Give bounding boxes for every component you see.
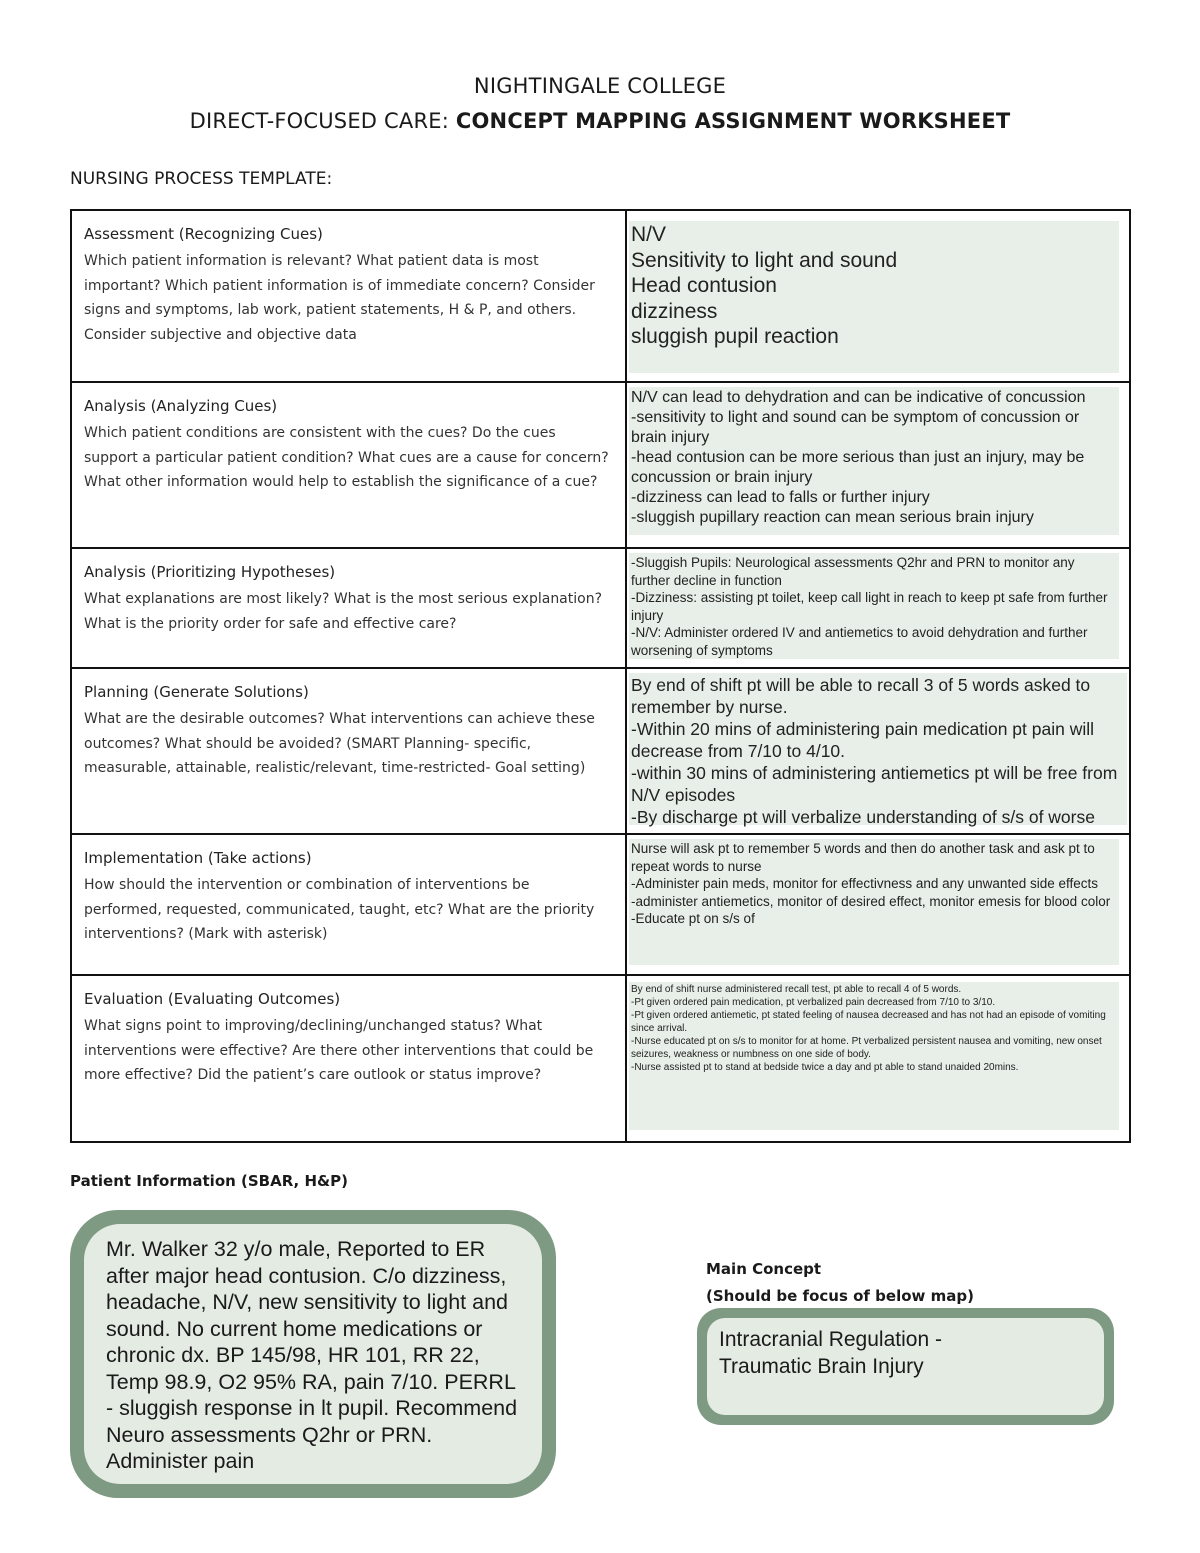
college-title: NIGHTINGALE COLLEGE (473, 74, 727, 98)
patient-info-text[interactable]: Mr. Walker 32 y/o male, Reported to ER after major head contusion. C/o dizziness, headache, N/V, new sensitivity to light and sound. No current home medications or chronic dx. BP 145/98, HR 101, RR 22, Temp 98.9, O2 95% RA, pain 7/10. PERRL - sluggish response in lt pupil. Recommend Neuro assessments Q2hr or PRN. Administer pain (106, 1237, 518, 1473)
answer-text[interactable]: By end of shift pt will be able to recall 3 of 5 words asked to remember by nurse. -Within 20 mins of administering pain medication pt pain will decrease from 7/10 to 4/10. -within 30 mins of administering antiemetics pt will be free from N/V episodes -By discharge pt will verbalize understanding of s/s of worse (629, 673, 1127, 825)
answer-text[interactable]: N/V can lead to dehydration and can be indicative of concussion -sensitivity to light and sound can be symptom of concussion or brain injury -head contusion can be more serious than just an injury, may be concussion or brain injury -dizziness can lead to falls or further injury -sluggish pupillary reaction can mean serious brain injury (629, 387, 1119, 535)
row-title: Evaluation (Evaluating Outcomes) (84, 990, 341, 1008)
main-concept-label (706, 1256, 974, 1310)
row-prompt: What signs point to improving/declining/unchanged status? What interventions were effective? Are there other interventions that could be more effective? Did the patient’s care outlook or status improve? (84, 1018, 594, 1083)
nursing-process-table (70, 209, 1131, 1143)
table-row (71, 834, 1130, 975)
row-prompt: Which patient conditions are consistent with the cues? Do the cues support a particular patient condition? What cues are a cause for concern? What other information would help to establish the significance of a cue? (84, 425, 609, 490)
table-row (71, 975, 1130, 1142)
template-label: NURSING PROCESS TEMPLATE: (70, 169, 333, 189)
table-row (71, 382, 1130, 548)
row-title: Analysis (Analyzing Cues) (84, 397, 278, 415)
answer-text[interactable]: -Sluggish Pupils: Neurological assessments Q2hr and PRN to monitor any further decline in function -Dizziness: assisting pt toilet, keep call light in reach to keep pt safe from further injury -N/V: Administer ordered IV and antiemetics to avoid dehydration and further worsening of symptoms (629, 553, 1119, 659)
row-question (71, 548, 626, 668)
main-concept-text[interactable]: Intracranial Regulation - Traumatic Brain Injury (719, 1328, 942, 1378)
table-row (71, 210, 1130, 382)
answer-text[interactable]: N/V Sensitivity to light and sound Head contusion dizziness sluggish pupil reaction (629, 221, 1119, 373)
worksheet-title-prefix: DIRECT-FOCUSED CARE: (189, 109, 456, 133)
patient-info-label: Patient Information (SBAR, H&P) (70, 1172, 348, 1190)
answer-text[interactable]: Nurse will ask pt to remember 5 words and then do another task and ask pt to repeat words to nurse -Administer pain meds, monitor for effectivness and any unwanted side effects -administer antiemetics, monitor of desired effect, monitor emesis for blood color -Educate pt on s/s of (629, 839, 1119, 965)
row-answer-cell (626, 834, 1130, 975)
row-title: Analysis (Prioritizing Hypotheses) (84, 563, 336, 581)
row-prompt: Which patient information is relevant? What patient data is most important? Which patient information is of immediate concern? Consider signs and symptoms, lab work, patient statements, H & P, and others. Consider subjective and objective data (84, 253, 595, 343)
row-answer-cell (626, 668, 1130, 834)
patient-info-inner (84, 1224, 542, 1484)
row-question (71, 834, 626, 975)
main-concept-box (697, 1308, 1114, 1425)
row-question (71, 210, 626, 382)
main-concept-label-line2: (Should be focus of below map) (706, 1287, 974, 1305)
row-question (71, 382, 626, 548)
worksheet-title-bold: CONCEPT MAPPING ASSIGNMENT WORKSHEET (455, 109, 1011, 133)
row-question (71, 975, 626, 1142)
main-concept-inner (707, 1318, 1104, 1415)
answer-text[interactable]: By end of shift nurse administered recall test, pt able to recall 4 of 5 words. -Pt given ordered pain medication, pt verbalized pain decreased from 7/10 to 3/10. -Pt given ordered antiemetic, pt stated feeling of nausea decreased and has not had an episode of vomiting since arrival. -Nurse educated pt on s/s to monitor for at home. Pt verbalized persistent nausea and vomiting, new onset seizures, weakness or numbness on one side of body. -Nurse assisted pt to stand at bedside twice a day and pt able to stand unaided 20mins. (629, 982, 1119, 1130)
row-prompt: What are the desirable outcomes? What interventions can achieve these outcomes? What should be avoided? (SMART Planning- specific, measurable, attainable, realistic/relevant, time-restricted- Goal setting) (84, 711, 595, 776)
row-answer-cell (626, 975, 1130, 1142)
worksheet-title (0, 109, 1200, 133)
row-answer-cell (626, 210, 1130, 382)
row-answer-cell (626, 548, 1130, 668)
row-question (71, 668, 626, 834)
row-answer-cell (626, 382, 1130, 548)
row-title: Planning (Generate Solutions) (84, 683, 309, 701)
row-prompt: What explanations are most likely? What is the most serious explanation? What is the priority order for safe and effective care? (84, 591, 603, 632)
patient-info-box (70, 1210, 556, 1498)
row-title: Implementation (Take actions) (84, 849, 312, 867)
table-row (71, 548, 1130, 668)
table-row (71, 668, 1130, 834)
row-prompt: How should the intervention or combination of interventions be performed, requested, communicated, taught, etc? What are the priority interventions? (Mark with asterisk) (84, 877, 595, 942)
row-title: Assessment (Recognizing Cues) (84, 225, 323, 243)
main-concept-label-line1: Main Concept (706, 1260, 822, 1278)
